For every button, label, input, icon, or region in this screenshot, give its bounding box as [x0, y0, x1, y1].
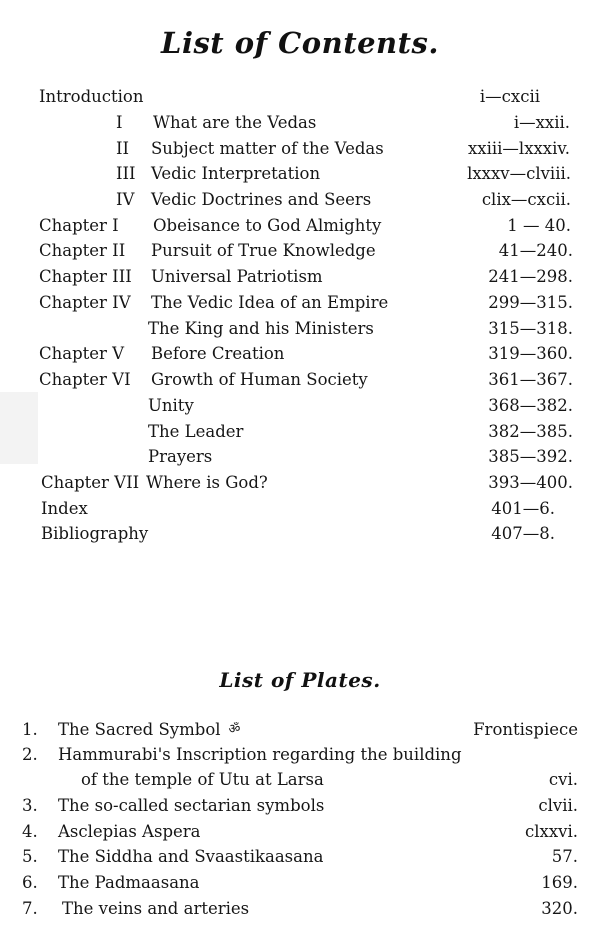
plate-row	[0, 767, 600, 793]
entry-title: The Leader	[148, 422, 244, 441]
entry-prefix: Chapter VII	[41, 473, 140, 492]
plate-page: 57.	[551, 847, 578, 866]
entry-title: Obeisance to God Almighty	[153, 216, 382, 235]
contents-row	[0, 110, 600, 136]
plate-title: The Padmaasana	[58, 873, 200, 892]
plate-title: Hammurabi's Inscription regarding the building	[58, 745, 462, 764]
entry-pages: 382—385.	[488, 422, 573, 441]
contents-row	[0, 419, 600, 445]
entry-title: Vedic Interpretation	[151, 164, 321, 183]
entry-pages: 385—392.	[488, 447, 573, 466]
contents-row	[0, 238, 600, 264]
contents-row	[0, 444, 600, 470]
contents-row	[0, 367, 600, 393]
plate-title: The Siddha and Svaastikaasana	[58, 847, 324, 866]
plate-number: 3.	[22, 796, 38, 815]
contents-row	[0, 213, 600, 239]
plates-heading: List of Plates.	[219, 668, 381, 692]
plate-number: 1.	[22, 720, 38, 739]
entry-prefix: III	[116, 164, 136, 183]
plate-number: 7.	[22, 899, 38, 918]
entry-pages: 315—318.	[488, 319, 573, 338]
contents-row	[0, 341, 600, 367]
entry-pages: 393—400.	[488, 473, 573, 492]
contents-row	[0, 290, 600, 316]
plate-title: The so-called sectarian symbols	[58, 796, 325, 815]
entry-prefix: Chapter V	[39, 344, 125, 363]
contents-row	[0, 187, 600, 213]
entry-pages: 361—367.	[488, 370, 573, 389]
plate-page: 320.	[541, 899, 578, 918]
entry-title: Universal Patriotism	[151, 267, 323, 286]
contents-row	[0, 161, 600, 187]
plate-page: 169.	[541, 873, 578, 892]
plate-page: clxxvi.	[525, 822, 578, 841]
entry-prefix: Introduction	[39, 87, 144, 106]
plate-number: 5.	[22, 847, 38, 866]
plate-page: cvi.	[548, 770, 578, 789]
plate-page: Frontispiece	[473, 720, 578, 739]
plate-row	[0, 793, 600, 819]
plate-number: 6.	[22, 873, 38, 892]
plate-row	[0, 819, 600, 845]
entry-title: Before Creation	[151, 344, 285, 363]
entry-prefix: Chapter I	[39, 216, 119, 235]
contents-row	[0, 496, 600, 522]
entry-prefix: Bibliography	[41, 524, 149, 543]
plate-number: 4.	[22, 822, 38, 841]
plate-page: clvii.	[538, 796, 578, 815]
entry-title: Prayers	[148, 447, 213, 466]
entry-pages: 368—382.	[488, 396, 573, 415]
plate-row	[0, 717, 600, 743]
om-symbol-icon: ॐ	[228, 722, 241, 737]
plate-title-wrap	[58, 717, 240, 743]
plate-title: of the temple of Utu at Larsa	[81, 770, 324, 789]
entry-title: The King and his Ministers	[148, 319, 374, 338]
contents-row	[0, 316, 600, 342]
entry-title: Vedic Doctrines and Seers	[151, 190, 372, 209]
plate-title: Asclepias Aspera	[58, 822, 201, 841]
contents-heading: List of Contents.	[161, 26, 439, 60]
entry-title: Pursuit of True Knowledge	[151, 241, 376, 260]
plate-title: The veins and arteries	[62, 899, 250, 918]
entry-title: What are the Vedas	[153, 113, 317, 132]
entry-pages: i—cxcii	[479, 87, 540, 106]
entry-pages: 401—6.	[491, 499, 555, 518]
plate-number: 2.	[22, 745, 38, 764]
entry-pages: clix—cxcii.	[481, 190, 571, 209]
entry-pages: xxiii—lxxxiv.	[467, 139, 570, 158]
entry-title: The Vedic Idea of an Empire	[151, 293, 389, 312]
entry-prefix: Chapter III	[39, 267, 132, 286]
entry-prefix: IV	[116, 190, 135, 209]
plate-row	[0, 844, 600, 870]
plate-row	[0, 870, 600, 896]
entry-pages: i—xxii.	[513, 113, 570, 132]
plate-row	[0, 896, 600, 922]
entry-prefix: Chapter II	[39, 241, 126, 260]
entry-title: Where is God?	[146, 473, 268, 492]
entry-prefix: Chapter VI	[39, 370, 131, 389]
entry-prefix: II	[116, 139, 130, 158]
contents-row	[0, 470, 600, 496]
entry-pages: 241—298.	[488, 267, 573, 286]
entry-title: Growth of Human Society	[151, 370, 368, 389]
entry-pages: 299—315.	[488, 293, 573, 312]
entry-prefix: Index	[41, 499, 88, 518]
contents-row	[0, 84, 600, 110]
plate-row	[0, 742, 600, 768]
entry-pages: 41—240.	[498, 241, 573, 260]
entry-pages: 407—8.	[491, 524, 555, 543]
entry-title: Unity	[148, 396, 194, 415]
contents-row	[0, 521, 600, 547]
entry-prefix: Chapter IV	[39, 293, 131, 312]
contents-row	[0, 393, 600, 419]
entry-title: Subject matter of the Vedas	[151, 139, 384, 158]
plate-title: The Sacred Symbol	[58, 720, 221, 739]
contents-row	[0, 136, 600, 162]
entry-pages: 1 — 40.	[507, 216, 571, 235]
entry-prefix: I	[116, 113, 123, 132]
contents-row	[0, 264, 600, 290]
entry-pages: lxxxv—clviii.	[467, 164, 571, 183]
entry-pages: 319—360.	[488, 344, 573, 363]
